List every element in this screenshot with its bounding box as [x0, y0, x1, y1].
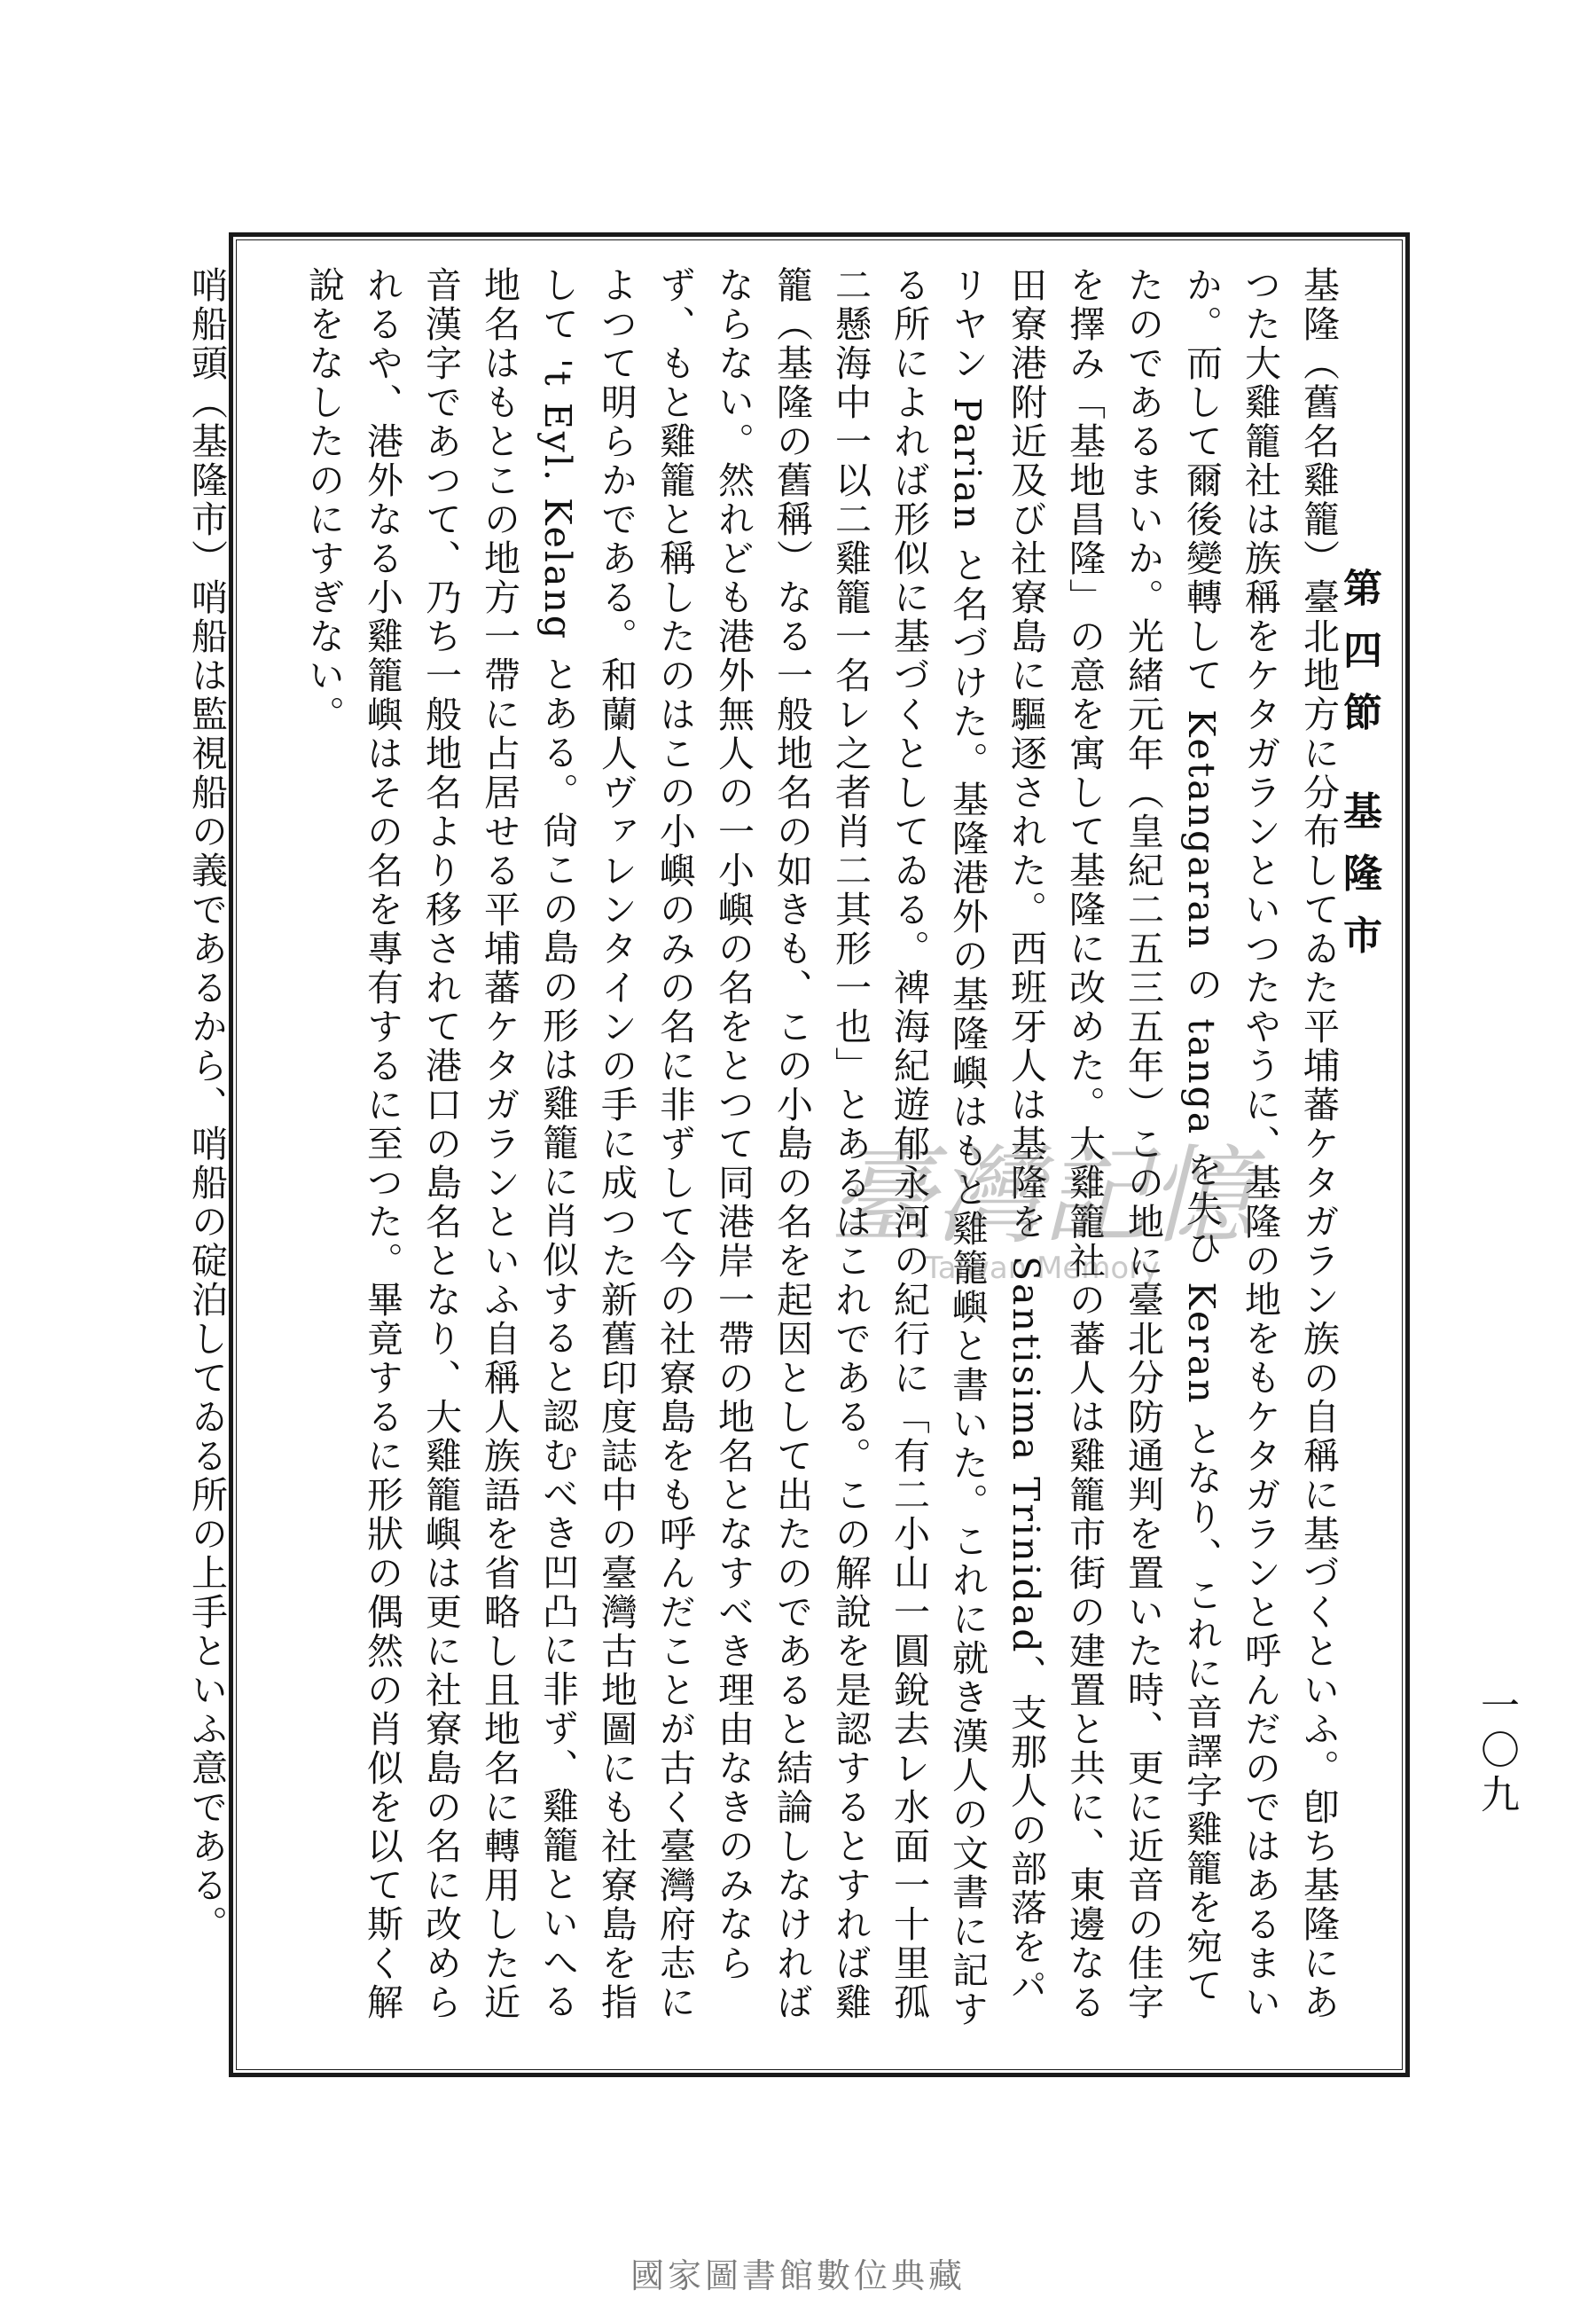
body-text: 基隆（舊名雞籠）臺北地方に分布してゐた平埔蕃ケタガラン族の自稱に基づくといふ。卽ち基隆にあつた大雞籠社は族稱をケタガランといつたやうに、基隆の地をもケタガランと呼んだのではあるまいか。而して爾後變轉して Ketangaran の tanga を失ひ Keran となり、これに音譯字雞籠を宛てたのであるまいか。光緒元年（皇紀二五三五年）この地に臺北分防通判を置いた時、更に近音の佳字を擇み「基地昌隆」の意を寓して基隆に改めた。大雞籠社の蕃人は雞籠市街の建置と共に、東邊なる田寮港附近及び社寮島に驅逐された。西班牙人は基隆を Santisima Trinidad、支那人の部落をパリヤン Parian と名づけた。基隆港外の基隆嶼はもと雞籠嶼と書いた。これに就き漢人の文書に記する所によれば形似に基づくとしてゐる。裨海紀遊郁永河の紀行に「有二小山一圓銳去レ水面一十里孤二懸海中一以二雞籠一名レ之者肖二其形一也」とあるはこれである。この解說を是認するとすれば雞籠（基隆の舊稱）なる一般地名の如きも、この小島の名を起因として出たのであると結論しなければならない。然れども港外無人の一小嶼の名をとつて同港岸一帶の地名となすべき理由なきのみならず、もと雞籠と稱したのはこの小嶼のみの名に非ずして今の社寮島をも呼んだことが古く臺灣府志によつて明らかである。和蘭人ヴァレンタインの手に成つた新舊印度誌中の臺灣古地圖にも社寮島を指して 't Eyl. Kelang とある。尙この島の形は雞籠に肖似すると認むべき凹凸に非ず、雞籠といへる地名はもとこの地方一帶に占居せる平埔蕃ケタガランといふ自稱人族語を省略し且地名に轉用した近音漢字であつて、乃ち一般地名より移されて港口の島名となり、大雞籠嶼は更に社寮島の名に改められるや、港外なる小雞籠嶼はその名を專有するに至つた。畢竟するに形狀の偶然の肖似を以て斯く解說をなしたのにすぎない。 哨船頭（基隆市）哨船は監視船の義であるから、哨船の碇泊してゐる所の上手といふ意である。 — [185, 266, 1340, 2029]
library-footer: 國家圖書館數位典藏 — [630, 2256, 966, 2295]
section-heading: 第四節 基隆市 — [1336, 568, 1381, 977]
watermark — [829, 1135, 1255, 1313]
watermark-sub: Taiwan Memory — [924, 1251, 1160, 1286]
watermark-main: 臺灣記憶 — [829, 1135, 1255, 1259]
page-number: 一〇九 — [1474, 1685, 1519, 1818]
